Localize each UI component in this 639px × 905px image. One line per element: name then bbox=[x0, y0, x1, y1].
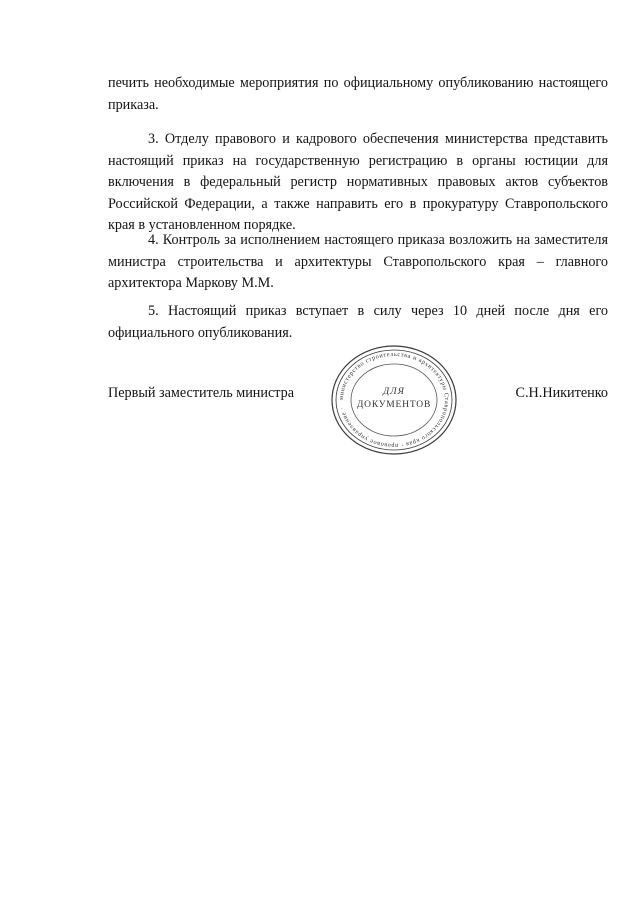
signatory-name: С.Н.Никитенко bbox=[515, 385, 608, 401]
paragraph-item-4: 4. Контроль за исполнением настоящего приказа возложить на заместителя министра строительства и архитектуры Ставропольского края – главного архитектора Маркову М.М. bbox=[108, 232, 608, 291]
official-stamp bbox=[328, 343, 460, 457]
stamp-line-1: ДЛЯ bbox=[383, 387, 405, 397]
stamp-ring-text: министерство строительства и архитектуры Ставропольского края · правовое управление · bbox=[337, 350, 451, 450]
stamp-line-2: ДОКУМЕНТОВ bbox=[356, 400, 432, 410]
paragraph-item-5: 5. Настоящий приказ вступает в силу через 10 дней после дня его официального опубликования. bbox=[108, 303, 608, 341]
paragraph-continuation: печить необходимые мероприятия по официальному опубликованию настоящего приказа. bbox=[108, 75, 608, 113]
signatory-title: Первый заместитель министра bbox=[108, 385, 295, 401]
paragraph-item-3: 3. Отделу правового и кадрового обеспечения министерства представить настоящий приказ на государственную регистрацию в органы юстиции для включения в федеральный регистр нормативных правовых актов субъектов Российской Федерации, а также направить его в прокуратуру Ставропольского края в установленном порядке. bbox=[108, 131, 608, 233]
